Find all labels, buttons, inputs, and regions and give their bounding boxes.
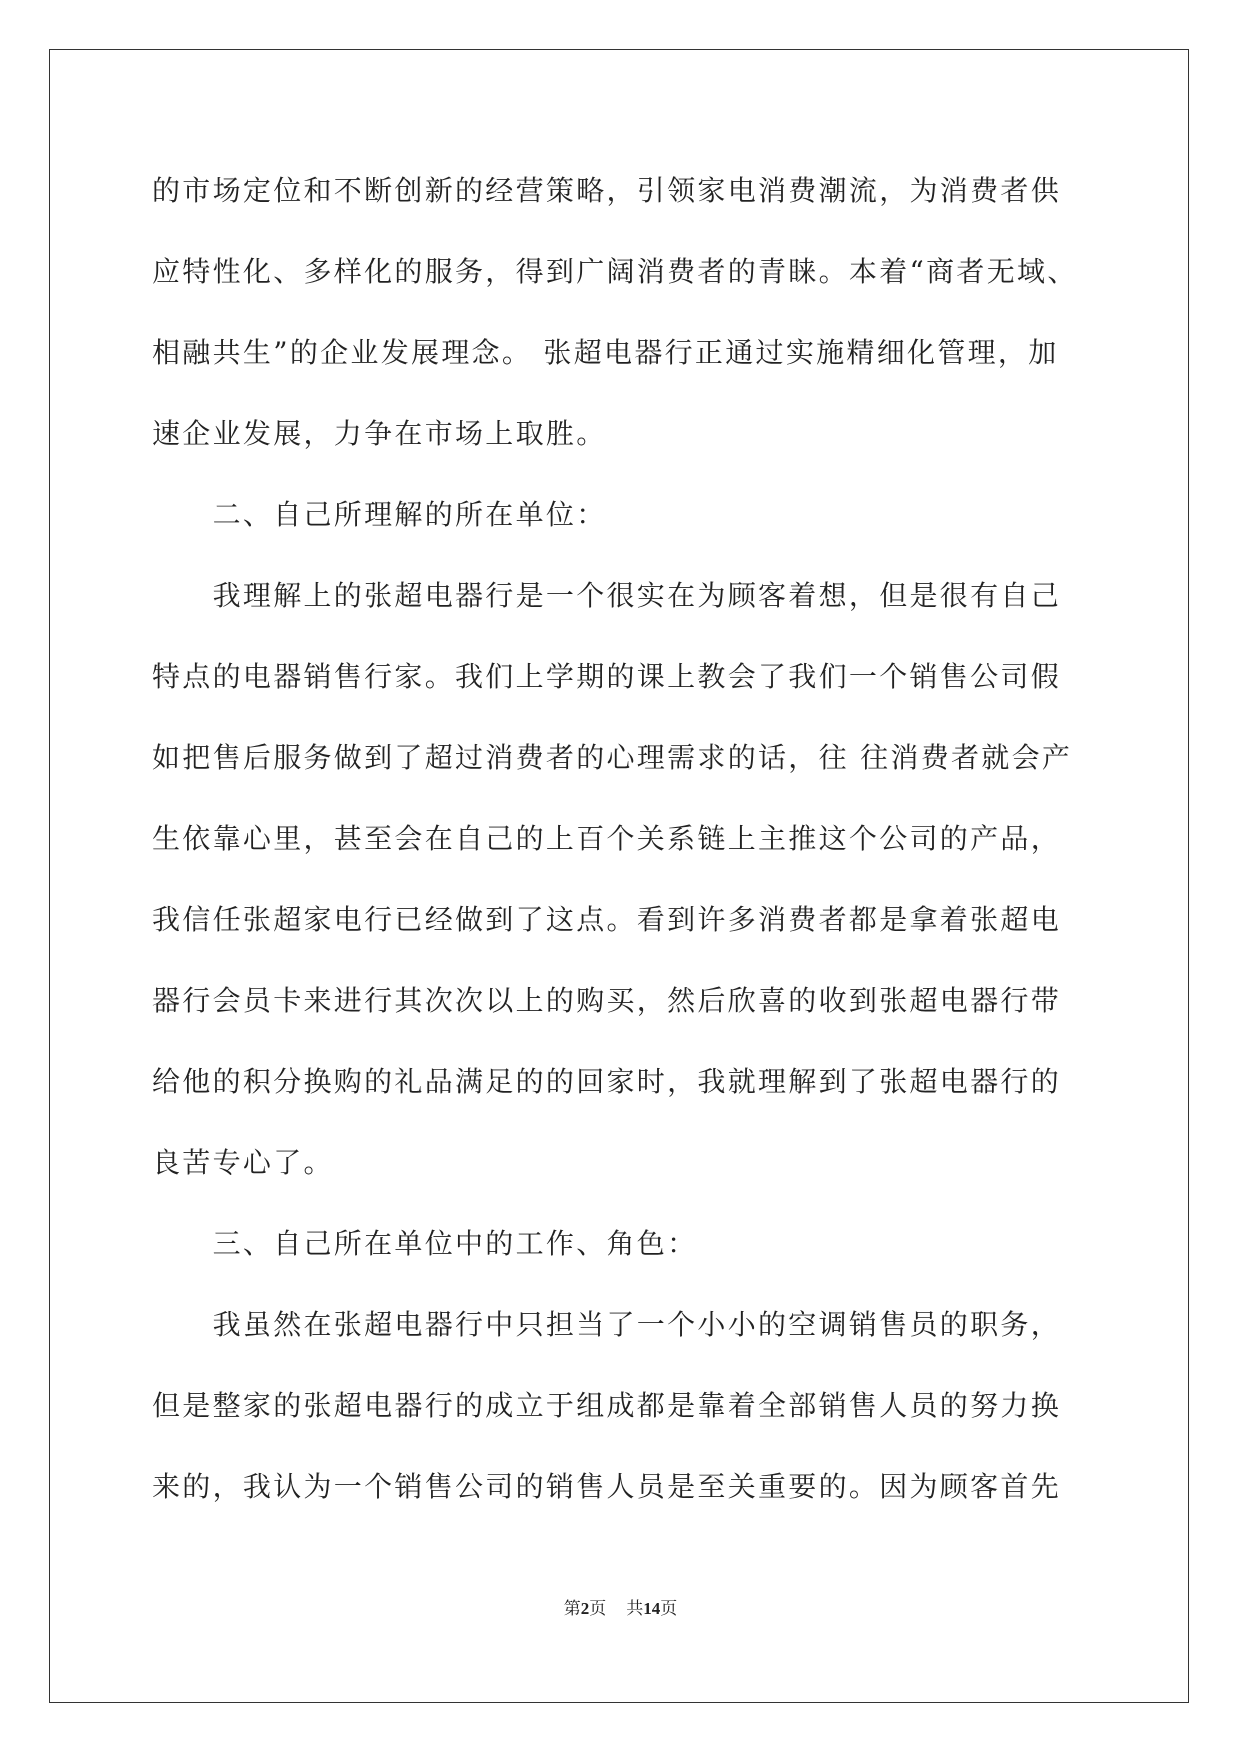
body-line-17: 来的，我认为一个销售公司的销售人员是至关重要的。因为顾客首先 <box>152 1470 1062 1503</box>
total-pages: 14 <box>643 1599 661 1618</box>
page-frame <box>49 49 1189 1703</box>
body-line-13: 良苦专心了。 <box>152 1146 334 1179</box>
total-label-suffix: 页 <box>660 1599 678 1618</box>
body-line-6: 我理解上的张超电器行是一个很实在为顾客着想，但是很有自己 <box>152 579 1062 612</box>
section-heading-3: 三、自己所在单位中的工作、角色： <box>152 1227 698 1260</box>
body-line-1: 的市场定位和不断创新的经营策略，引领家电消费潮流，为消费者供 <box>152 174 1062 207</box>
body-line-4: 速企业发展，力争在市场上取胜。 <box>152 417 607 450</box>
body-line-3: 相融共生”的企业发展理念。 张超电器行正通过实施精细化管理，加 <box>152 336 1059 369</box>
page-label-suffix: 页 <box>589 1599 607 1618</box>
page-number: 2 <box>580 1599 590 1618</box>
body-line-16: 但是整家的张超电器行的成立于组成都是靠着全部销售人员的努力换 <box>152 1389 1062 1422</box>
total-label-prefix: 共 <box>626 1599 644 1618</box>
body-line-11: 器行会员卡来进行其次次以上的购买，然后欣喜的收到张超电器行带 <box>152 984 1062 1017</box>
body-line-8: 如把售后服务做到了超过消费者的心理需求的话，往 往消费者就会产 <box>152 741 1073 774</box>
body-line-2: 应特性化、多样化的服务，得到广阔消费者的青睐。本着“商者无域、 <box>152 255 1078 288</box>
body-line-9: 生依靠心里，甚至会在自己的上百个关系链上主推这个公司的产品， <box>152 822 1062 855</box>
body-line-10: 我信任张超家电行已经做到了这点。看到许多消费者都是拿着张超电 <box>152 903 1062 936</box>
body-line-7: 特点的电器销售行家。我们上学期的课上教会了我们一个销售公司假 <box>152 660 1062 693</box>
body-line-15: 我虽然在张超电器行中只担当了一个小小的空调销售员的职务， <box>152 1308 1062 1341</box>
section-heading-2: 二、自己所理解的所在单位： <box>152 498 607 531</box>
page-footer <box>0 1597 1241 1621</box>
page-label-prefix: 第 <box>563 1599 581 1618</box>
body-line-12: 给他的积分换购的礼品满足的的回家时，我就理解到了张超电器行的 <box>152 1065 1062 1098</box>
